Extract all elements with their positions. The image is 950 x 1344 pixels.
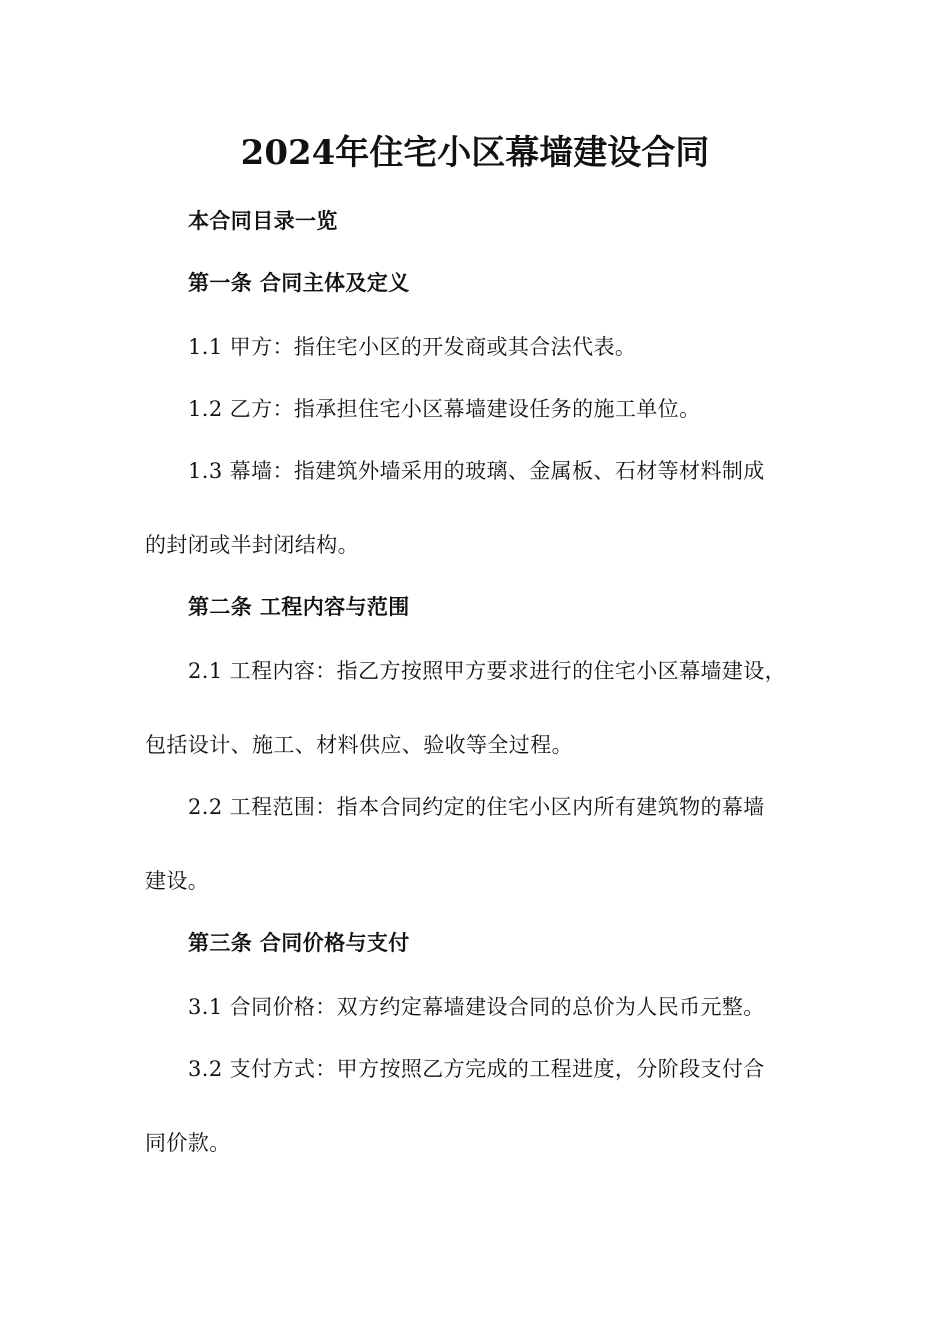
clause-1-1: 1.1 甲方：指住宅小区的开发商或其合法代表。 bbox=[188, 335, 637, 359]
clause-3-2: 3.2 支付方式：甲方按照乙方完成的工程进度，分阶段支付合 bbox=[188, 1057, 765, 1081]
clause-2-1: 2.1 工程内容：指乙方按照甲方要求进行的住宅小区幕墙建设， bbox=[188, 659, 787, 683]
section-heading-1: 第一条 合同主体及定义 bbox=[188, 271, 410, 295]
clause-3-1: 3.1 合同价格：双方约定幕墙建设合同的总价为人民币元整。 bbox=[188, 995, 765, 1019]
toc-heading: 本合同目录一览 bbox=[188, 209, 338, 233]
clause-2-1-continuation: 包括设计、施工、材料供应、验收等全过程。 bbox=[145, 733, 573, 757]
clause-2-2: 2.2 工程范围：指本合同约定的住宅小区内所有建筑物的幕墙 bbox=[188, 795, 765, 819]
section-heading-3: 第三条 合同价格与支付 bbox=[188, 931, 410, 955]
clause-3-2-continuation: 同价款。 bbox=[145, 1131, 231, 1155]
clause-1-2: 1.2 乙方：指承担住宅小区幕墙建设任务的施工单位。 bbox=[188, 397, 701, 421]
clause-1-3-continuation: 的封闭或半封闭结构。 bbox=[145, 533, 359, 557]
document-title: 2024年住宅小区幕墙建设合同 bbox=[240, 133, 710, 173]
clause-1-3: 1.3 幕墙：指建筑外墙采用的玻璃、金属板、石材等材料制成 bbox=[188, 459, 765, 483]
section-heading-2: 第二条 工程内容与范围 bbox=[188, 595, 410, 619]
clause-2-2-continuation: 建设。 bbox=[145, 869, 210, 893]
